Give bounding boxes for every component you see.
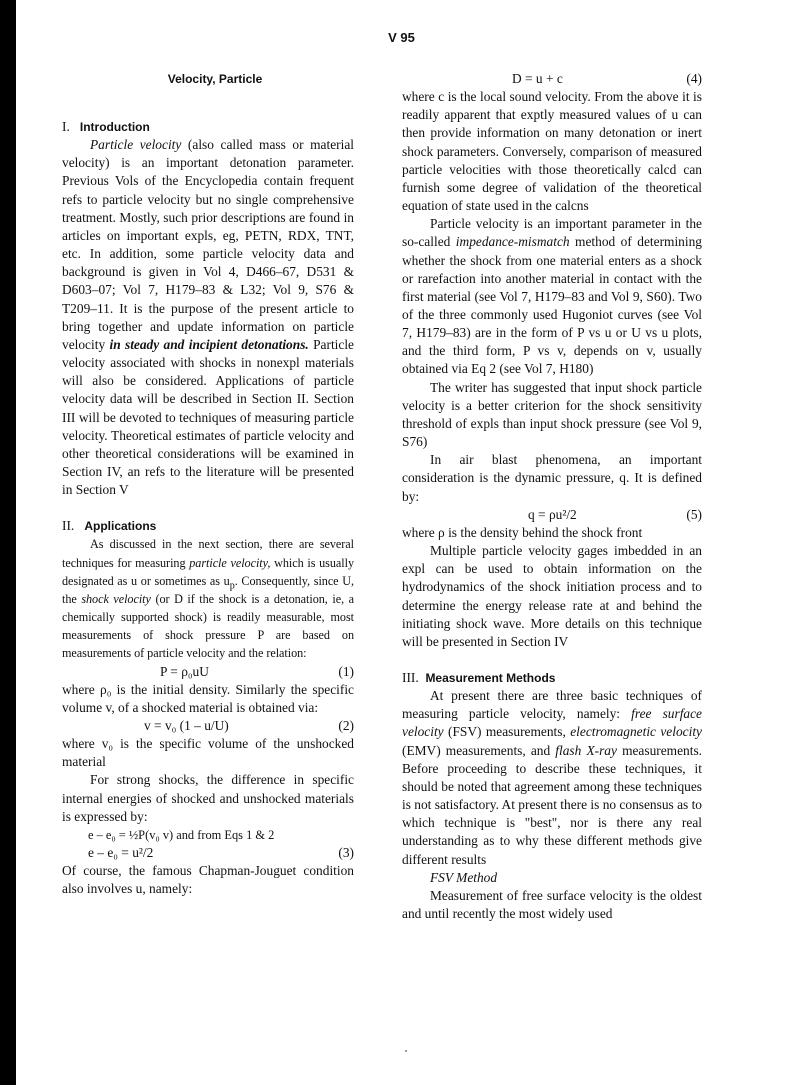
term-particle-velocity: Particle velocity (90, 137, 182, 153)
left-column (62, 70, 354, 899)
impedance-paragraph: Particle velocity is an important parameter in the so-called impedance-mismatch method of determining whether the shock from one material enters as a shock or rarefaction into another material in contact with the first material (see Vol 7, H179–83 and Vol 9, S60). Two of the three commonly used Hugoniot curves (see Vol 7, H179–83) are in the form of P vs u or U vs u plots, and the third form, P vs v, depends on v, usually obtained via Eq 2 (see Vol 7, H180) (402, 216, 702, 377)
measurement-paragraph: At present there are three basic techniques of measuring particle velocity, namely: free surface velocity (FSV) measurements, electromagnetic velocity (EMV) measurements, and flash X-ray measurements. Before proceeding to describe these techniques, it should be noted that agreement among these techniques is not satisfactory. At present there is no consensus as to which technique is "best", nor is there any real understanding as to why these different methods give different results (402, 688, 703, 867)
equation-5: q = ρu²/2 (5) (528, 506, 702, 522)
section-number: II. (62, 518, 75, 534)
section-heading-introduction (62, 118, 354, 136)
section-title: Introduction (79, 120, 150, 134)
writer-paragraph: The writer has suggested that input shock particle velocity is a better criterion for the shock sensitivity threshold of expls than input shock pressure (see Vol 9, S76) (402, 379, 702, 450)
chapman-jouguet-paragraph: Of course, the famous Chapman-Jouguet condition also involves u, namely: (62, 863, 354, 897)
applications-paragraph: As discussed in the next section, there are several techniques for measuring particle velocity, which is usually designated as u or sometimes as $u_p$. Consequently, since U, the shock velocity (or D if the shock is a detonation, ie, a chemically supported shock) is readily measurable, most measurements of shock pressure P are based on measurements of particle velocity and the relation: (62, 537, 354, 661)
equation-4: D = u + c (4) (512, 71, 702, 86)
equation-3b: e – e₀ = u²/2 (3) (88, 845, 354, 861)
equation-2: v = v₀ (1 – u/U) (2) (144, 717, 354, 733)
scan-edge-bar (0, 0, 16, 1085)
gages-paragraph: Multiple particle velocity gages imbedded in an expl can be used to obtain information on the hydrodynamics of the shock initiation process and to determine the energy release rate at and behind the initiating shock wave. More details on this technique will be presented in Section IV (402, 543, 702, 649)
section-number: III. (402, 669, 419, 685)
equation-2-explanation: where v₀ is the specific volume of the unshocked material (62, 736, 354, 770)
strong-shocks-paragraph: For strong shocks, the difference in specific internal energies of shocked and unshocked materials is expressed by: (62, 772, 354, 824)
article-title: Velocity, Particle (167, 72, 263, 86)
section-heading-measurement (402, 669, 702, 687)
equation-1: P = ρ₀uU (1) (160, 663, 354, 679)
equation-5-explanation: where ρ is the density behind the shock front (402, 524, 643, 540)
section-number: I. (62, 119, 70, 134)
fsv-method-heading: FSV Method (430, 869, 498, 885)
equation-4-explanation: where c is the local sound velocity. From the above it is readily apparent that exptly measured values of u can then provide information on many detonation or inert shock parameters. Conversely, comparison of measured particle velocities with those theoretically calcd can furnish some degree of validation of the theoretical equation of state used in the calcns (402, 89, 702, 214)
section-title: Measurement Methods (425, 670, 556, 685)
page-number: V 95 (388, 30, 415, 45)
right-column (402, 70, 702, 923)
equation-1-explanation: where ρ₀ is the initial density. Similarly the specific volume v, of a shocked material is obtained via: (62, 681, 354, 715)
scan-speck (405, 1050, 407, 1052)
air-blast-paragraph: In air blast phenomena, an important consideration is the dynamic pressure, q. It is defined by: (402, 452, 702, 504)
intro-paragraph: Particle velocity (also called mass or material velocity) is an important detonation parameter. Previous Vols of the Encyclopedia contain frequent refs to particle velocity but no single comprehensive treatment. Mostly, such prior descriptions are found in articles on important expls, eg, PETN, RDX, TNT, etc. In addition, some particle velocity data and background is given in Vol 4, D466–67, D531 & D603–07; Vol 7, H179–83 & L32; Vol 9, S76 & T209–11. It is the purpose of the present article to bring together and update information on particle velocity in steady and incipient detonations. Particle velocity associated with shocks in nonexpl materials will also be considered. Applications of particle velocity data will be described in Section II. Section III will be devoted to techniques of measuring particle velocity. Theoretical estimates of particle velocity and other theoretical considerations will be examined in Section IV, an refs to the literature will be presented in Section V (62, 137, 355, 498)
section-heading-applications (62, 517, 354, 535)
fsv-paragraph: Measurement of free surface velocity is the oldest and until recently the most widely used (402, 887, 702, 921)
term-steady-incipient: in steady and incipient detonations. (109, 336, 309, 352)
section-title: Applications (84, 519, 157, 534)
equation-3a: e – e₀ = ½P(v₀ v) and from Eqs 1 & 2 (88, 827, 275, 842)
